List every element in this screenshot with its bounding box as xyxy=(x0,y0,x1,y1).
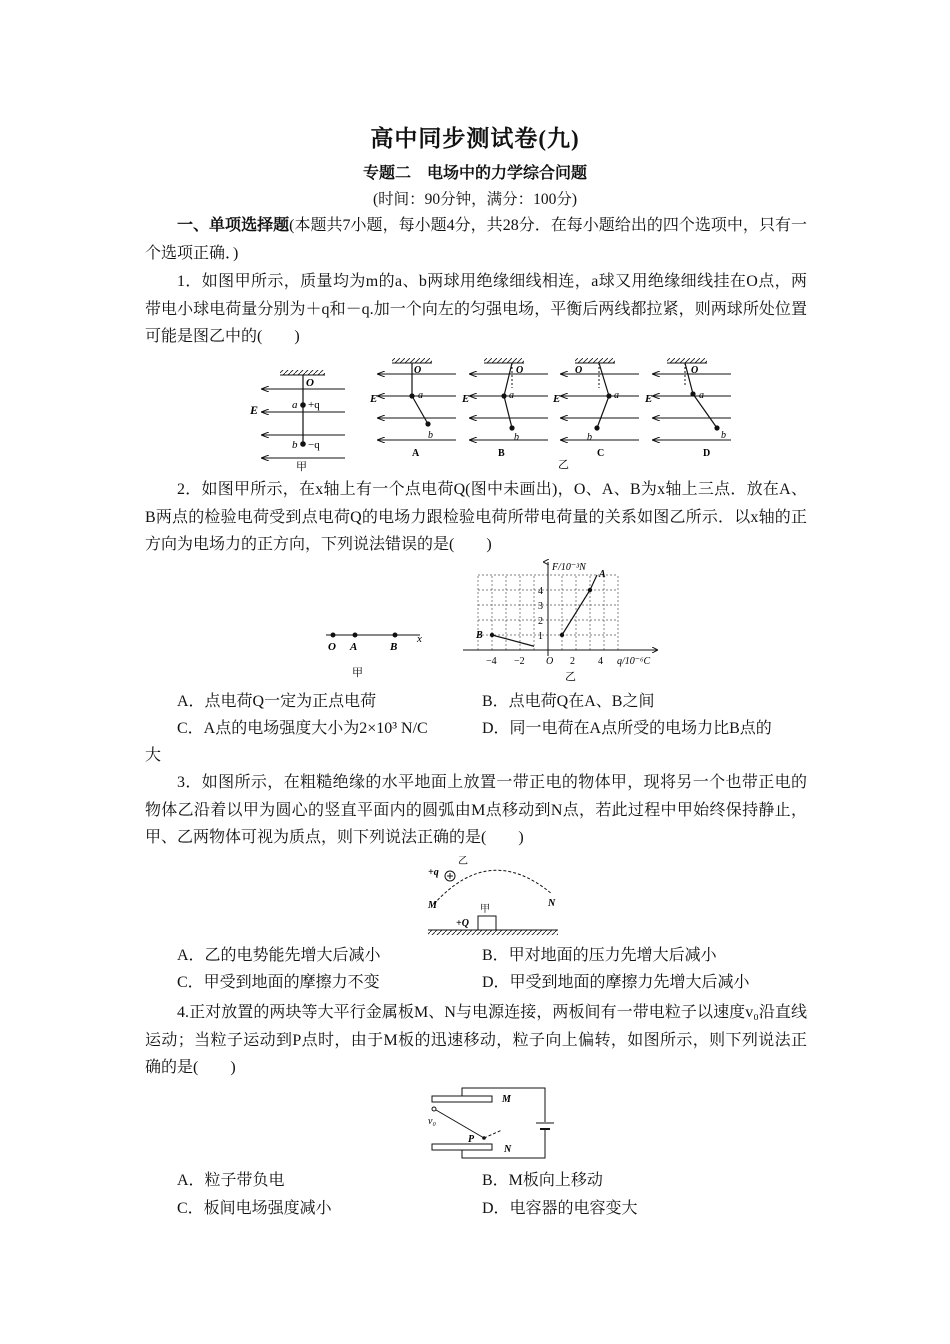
q3-label-Q: +Q xyxy=(456,918,469,929)
q4-label-M: M xyxy=(502,1094,511,1105)
q1-jia-label-a: a xyxy=(292,399,298,411)
q1-choice-A-label: A xyxy=(412,448,420,459)
chart-series-label-B: B xyxy=(476,630,483,641)
q1-jia-charge-b: −q xyxy=(308,439,320,451)
chart-y-tick-label: 3 xyxy=(538,601,543,612)
chart-x-tick-label: −2 xyxy=(514,656,525,667)
q3-figure xyxy=(420,852,580,940)
q2-option-A[interactable]: A．点电荷Q一定为正点电荷 xyxy=(177,693,377,710)
q2-option-B[interactable]: B．点电荷Q在A、B之间 xyxy=(482,693,655,710)
q1-choice-A-figure xyxy=(369,358,456,459)
q1-A-label-b: b xyxy=(428,430,433,441)
q3-label-M: M xyxy=(428,900,437,911)
chart-x-tick-label: O xyxy=(546,656,554,667)
q2-fig-jia xyxy=(320,620,430,680)
section-heading-label: 一、单项选择题 xyxy=(177,217,290,234)
q4-option-B[interactable]: B．M板向上移动 xyxy=(482,1172,603,1189)
q2-option-C[interactable]: C．A点的电场强度大小为2×10³ N/C xyxy=(177,720,428,737)
q3-option-A[interactable]: A．乙的电势能先增大后减小 xyxy=(177,947,381,964)
q1-C-label-O: O xyxy=(575,365,583,376)
q1-jia-charge-a: +q xyxy=(308,399,320,411)
question-1-text: 1．如图甲所示，质量均为m的a、b两球用绝缘细线相连，a球又用绝缘细线挂在O点，两带电小球电荷量分别为＋q和－q.加一个向左的匀强电场，平衡后两线都拉紧，则两球所处位置可能是图乙中的( ) xyxy=(145,273,807,345)
q3-label-N: N xyxy=(548,898,556,909)
q1-A-label-E: E xyxy=(370,393,378,405)
q3-option-D[interactable]: D．甲受到地面的摩擦力先增大后减小 xyxy=(482,974,750,991)
q1-jia-label-E: E xyxy=(250,403,259,417)
q4-option-A[interactable]: A．粒子带负电 xyxy=(177,1172,285,1189)
q2-option-D-continued: 大 xyxy=(145,747,162,764)
chart-x-tick-label: 2 xyxy=(570,656,575,667)
chart-series-line-B xyxy=(492,635,534,646)
question-4-text: 4.正对放置的两块等大平行金属板M、N与电源连接，两板间有一带电粒子以速度v₀沿直线运动；当粒子运动到P点时，由于M板的迅速移动，粒子向上偏转，如图所示，则下列说法正确的是( ) xyxy=(145,1004,807,1076)
q1-figure xyxy=(240,358,740,476)
q1-D-label-a: a xyxy=(699,390,704,401)
q1-choice-C-label: C xyxy=(597,448,605,459)
chart-x-tick-label: 4 xyxy=(598,656,603,667)
chart-y-tick-label: 4 xyxy=(538,586,543,597)
section-intro: (本题共7小题，每小题4分，共28分．在每小题给出的四个选项中，只有一个选项正确．) xyxy=(145,217,807,262)
q1-B-label-E: E xyxy=(462,393,470,405)
q2-yi-caption: 乙 xyxy=(565,671,576,683)
section-heading xyxy=(145,212,807,267)
q4-option-D[interactable]: D．电容器的电容变大 xyxy=(482,1200,638,1217)
chart-y-tick-label: 1 xyxy=(538,631,543,642)
q4-label-P: P xyxy=(468,1134,475,1145)
chart-x-label: q/10⁻⁶C xyxy=(617,656,651,667)
q3-label-jia: 甲 xyxy=(480,904,490,915)
q1-yi-caption: 乙 xyxy=(558,459,569,471)
q4-figure xyxy=(420,1082,560,1164)
q4-label-N: N xyxy=(504,1144,512,1155)
q1-D-label-E: E xyxy=(645,393,653,405)
question-2-text: 2．如图甲所示，在x轴上有一个点电荷Q(图中未画出)，O、A、B为x轴上三点．放在A、B两点的检验电荷受到点电荷Q的电场力跟检验电荷所带电荷量的关系如图乙所示．以x轴的正方向为电场力的正方向，下列说法错误的是( ) xyxy=(145,481,807,553)
page-subtitle: 专题二 电场中的力学综合问题 xyxy=(362,165,587,182)
q1-D-label-O: O xyxy=(691,365,699,376)
chart-point-A-4 xyxy=(588,588,592,592)
q1-choice-C-figure xyxy=(552,358,639,459)
q1-D-label-b: b xyxy=(721,430,726,441)
chart-y-label: F/10⁻³N xyxy=(552,562,586,573)
chart-x-tick-label: −4 xyxy=(486,656,497,667)
q1-jia-label-b: b xyxy=(292,439,298,451)
q1-A-label-O: O xyxy=(414,365,422,376)
chart-series-label-A: A xyxy=(599,569,606,580)
q1-B-label-b: b xyxy=(514,432,519,443)
q1-B-label-O: O xyxy=(516,365,524,376)
page-title: 高中同步测试卷(九) xyxy=(370,126,580,151)
q2-axis-x: x xyxy=(417,633,422,645)
q1-choice-D-label: D xyxy=(703,448,711,459)
q3-label-q: +q xyxy=(428,867,439,878)
chart-point-B xyxy=(490,633,494,637)
q2-option-D[interactable]: D．同一电荷在A点所受的电场力比B点的 xyxy=(482,720,772,737)
q2-jia-caption: 甲 xyxy=(352,667,363,679)
q1-choice-B-label: B xyxy=(498,448,505,459)
q2-point-B: B xyxy=(390,641,398,653)
q1-choice-D-figure xyxy=(644,358,731,459)
q3-option-B[interactable]: B．甲对地面的压力先增大后减小 xyxy=(482,947,717,964)
q1-jia-caption: 甲 xyxy=(296,461,307,473)
exam-timing: (时间：90分钟，满分：100分) xyxy=(372,191,578,208)
question-3-text: 3．如图所示，在粗糙绝缘的水平地面上放置一带正电的物体甲，现将另一个也带正电的物体乙沿着以甲为圆心的竖直平面内的圆弧由M点移动到N点，若此过程中甲始终保持静止，甲、乙两物体可视为质点，则下列说法正确的是( ) xyxy=(145,774,807,846)
q2-point-A: A xyxy=(350,641,358,653)
q1-C-label-b: b xyxy=(587,432,592,443)
q3-label-yi: 乙 xyxy=(458,856,468,867)
q4-option-C[interactable]: C．板间电场强度减小 xyxy=(177,1200,332,1217)
q4-label-v0: v₀ xyxy=(428,1116,436,1127)
q1-fig-jia xyxy=(249,370,345,473)
q1-C-label-E: E xyxy=(553,393,561,405)
q1-B-label-a: a xyxy=(509,390,514,401)
q1-C-label-a: a xyxy=(614,390,619,401)
q3-option-C[interactable]: C．甲受到地面的摩擦力不变 xyxy=(177,974,380,991)
q1-A-label-a: a xyxy=(418,390,423,401)
chart-y-tick-label: 2 xyxy=(538,616,543,627)
chart-point-A xyxy=(560,633,564,637)
q2-chart xyxy=(455,556,670,686)
q1-choice-B-figure xyxy=(461,358,548,459)
q2-point-O: O xyxy=(328,641,336,653)
q1-jia-label-O: O xyxy=(306,377,314,389)
